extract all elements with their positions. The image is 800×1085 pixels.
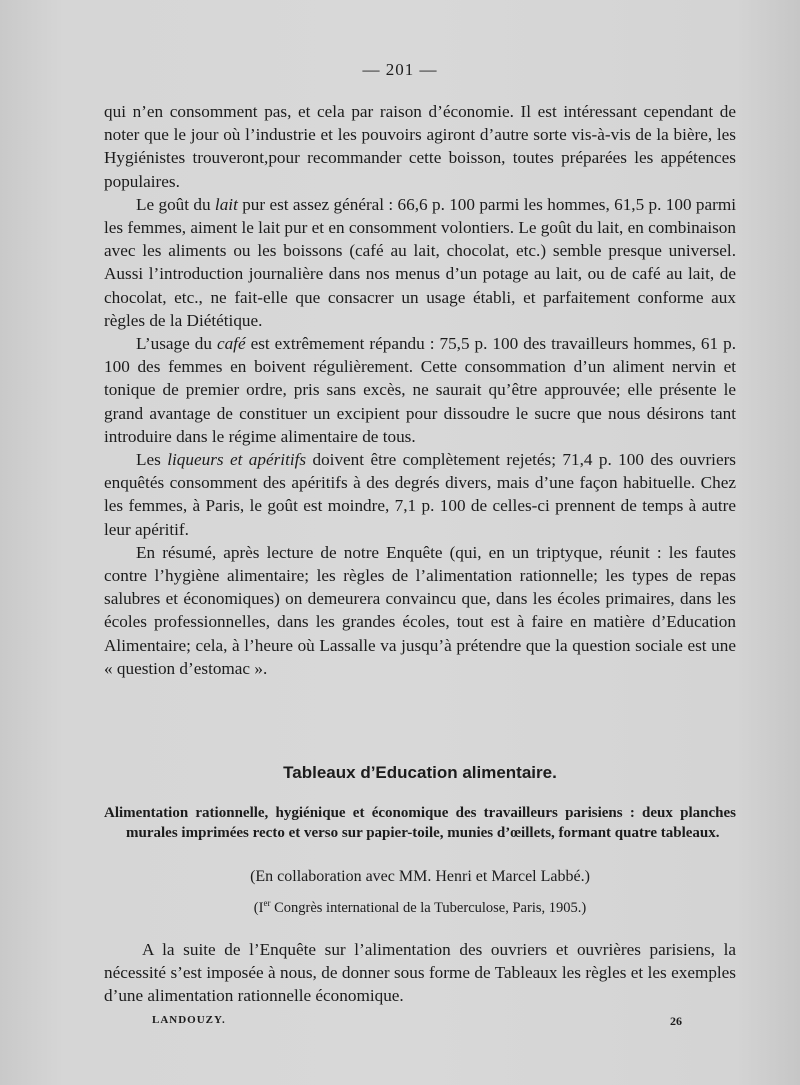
collaboration-note: (En collaboration avec MM. Henri et Marcel Labbé.) (250, 868, 590, 885)
section-heading: Tableaux d’Education alimentaire. (283, 763, 557, 782)
page-footer (152, 1014, 682, 1029)
footer-author: LANDOUZY. (152, 1014, 226, 1026)
congress-note (0, 898, 800, 917)
final-paragraph: A la suite de l’Enquête sur l’alimentation des ouvriers et ouvrières parisiens, la nécessité s’est imposée à nous, de donner sous forme de Tableaux les règles et les exemples d’une alimentation rationnelle économique. (104, 940, 736, 1006)
paragraph-3 (104, 332, 736, 448)
footer-signature: 26 (670, 1014, 682, 1028)
congress-note-post: Congrès international de la Tuberculose, Paris, 1905.) (270, 899, 587, 916)
paragraph-2 (104, 193, 736, 332)
paragraph-4 (104, 448, 736, 541)
paragraph-2-emphasis: lait (214, 194, 238, 214)
paragraph-5: En résumé, après lecture de notre Enquête (qui, en un triptyque, réunit : les fautes contre l’hygiène alimentaire; les règles de l’alimentation rationnelle; les types de repas salubres et économiques) on demeurera convaincu que, dans les écoles primaires, dans les écoles professionnelles, dans les grandes écoles, tout est à faire en matière d’Education Alimentaire; cela, à l’heure où Lassalle va jusqu’à prétendre que la question sociale est une « question d’estomac ». (104, 542, 736, 678)
paragraph-1: qui n’en consomment pas, et cela par raison d’économie. Il est intéressant cependant de noter que le jour où l’industrie et les pouvoirs agiront d’autre sorte vis-à-vis de la bière, les Hygiénistes trouveront,pour recommander cette boisson, toutes préparées les appétences populaires. (104, 102, 736, 191)
paragraph-2-text-a: Le goût du (136, 194, 215, 214)
page-number: — 201 — (362, 60, 438, 79)
paragraph-4-text-b: doivent être complètement rejetés; 71,4 p. 100 des ouvriers enquêtés consomment des apéritifs à des degrés divers, mais d’une façon habituelle. Chez les femmes, à Paris, le goût est moindre, 7,1 p. 100 de celles-ci prennent de temps à autre leur apéritif. (104, 450, 736, 539)
section-subheading: Alimentation rationnelle, hygiénique et économique des travailleurs parisiens : deux planches murales imprimées recto et verso sur papier-toile, munies d’œillets, formant quatre tableaux. (104, 805, 736, 841)
final-text (104, 938, 736, 1008)
paragraph-3-text-b: est extrêmement répandu : 75,5 p. 100 des travailleurs hommes, 61 p. 100 des femmes en boivent régulièrement. Cette consommation d’un aliment nervin et tonique de premier ordre, pris sans excès, ne saurait qu’être approuvée; elle présente le grand avantage de constituer un excipient pour dissoudre le sucre que nous désirons tant introduire dans le régime alimentaire de tous. (104, 334, 736, 446)
congress-note-pre: (I (253, 899, 264, 916)
body-text (104, 100, 736, 680)
paragraph-4-text-a: Les (136, 450, 168, 470)
congress-note-sup: er (263, 898, 271, 908)
paragraph-3-emphasis: café (216, 334, 246, 354)
paragraph-3-text-a: L’usage du (136, 334, 217, 354)
paragraph-4-emphasis: liqueurs et apéritifs (167, 450, 307, 470)
paragraph-2-text-b: pur est assez général : 66,6 p. 100 parmi les hommes, 61,5 p. 100 parmi les femmes, aiment le lait pur et en consomment volontiers. Le goût du lait, en combinaison avec les aliments ou les boissons (café au lait, chocolat, etc.) semble presque universel. Aussi l’introduction journalière dans nos menus d’un potage au lait, ou de café au lait, de chocolat, etc., ne fait-elle que consacrer un usage établi, et parfaitement conforme aux règles de la Diététique. (104, 194, 736, 330)
